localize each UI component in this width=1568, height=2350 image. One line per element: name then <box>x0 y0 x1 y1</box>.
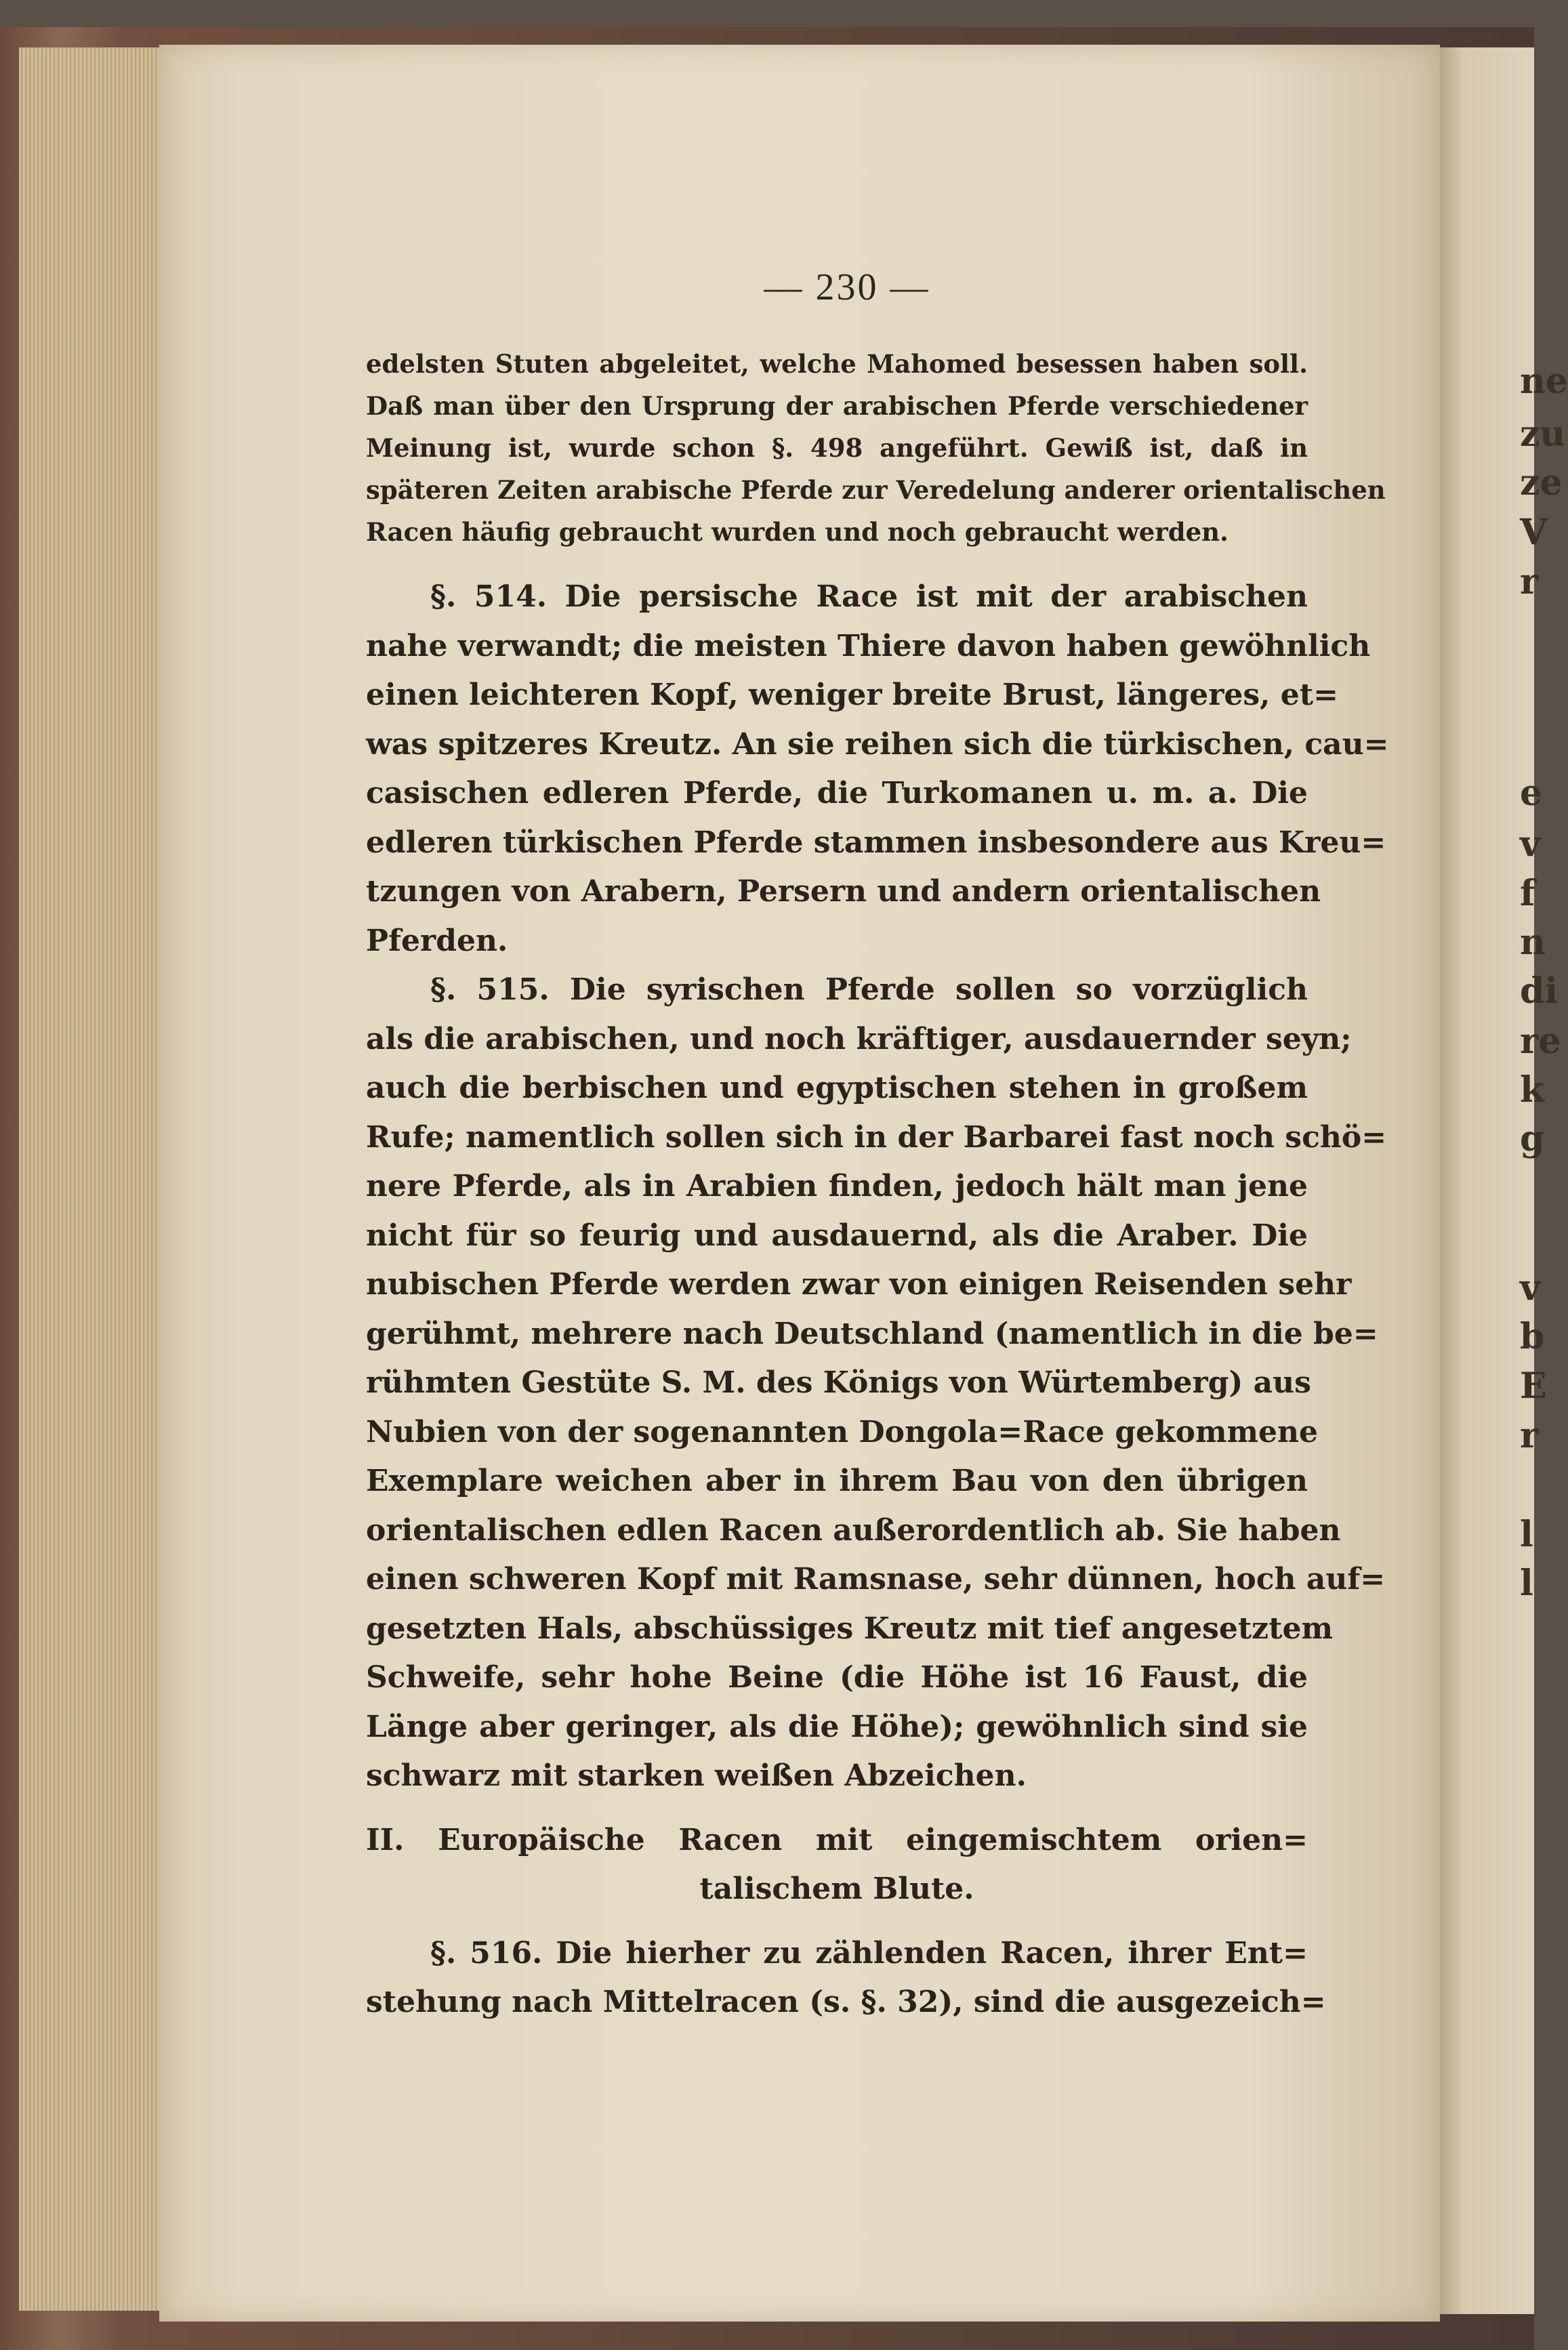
text-line: gerühmt, mehrere nach Deutschland (namentlich in die be= <box>366 1316 1378 1351</box>
adjacent-fragment: ne <box>1520 360 1568 402</box>
text-line: Länge aber geringer, als die Höhe); gewöhnlich sind sie <box>366 1709 1308 1744</box>
body-text <box>366 573 1389 2027</box>
text-line: nubischen Pferde werden zwar von einigen Reisenden sehr <box>366 1267 1352 1302</box>
text-line: tzungen von Arabern, Persern und andern orientalischen <box>366 874 1321 909</box>
text-line: edelsten Stuten abgeleitet, welche Mahomed besessen haben soll. <box>366 349 1308 379</box>
adjacent-fragment: ze <box>1520 462 1563 503</box>
text-line: späteren Zeiten arabische Pferde zur Veredelung anderer orientalischen <box>366 475 1386 505</box>
text-line: was spitzeres Kreutz. An sie reihen sich die türkischen, cau= <box>366 726 1389 762</box>
adjacent-fragment: n <box>1520 922 1546 963</box>
text-line: nere Pferde, als in Arabien finden, jedoch hält man jene <box>366 1169 1308 1203</box>
adjacent-fragment: e <box>1520 772 1543 814</box>
section-heading: II. Europäische Racen mit eingemischtem orien= <box>366 1822 1308 1857</box>
section-heading: talischem Blute. <box>699 1872 974 1906</box>
text-line: Nubien von der sogenannten Dongola=Race gekommene <box>366 1414 1319 1449</box>
text-line: nicht für so feurig und ausdauernd, als die Araber. Die <box>366 1218 1308 1253</box>
adjacent-fragment: b <box>1520 1316 1545 1357</box>
text-line: Daß man über den Ursprung der arabischen Pferde verschiedener <box>366 391 1308 421</box>
text-line: rühmten Gestüte S. M. des Königs von Würtemberg) aus <box>366 1365 1311 1400</box>
text-line: nahe verwandt; die meisten Thiere davon haben gewöhnlich <box>366 628 1371 663</box>
adjacent-fragment: f <box>1520 873 1535 914</box>
text-line: Rufe; namentlich sollen sich in der Barbarei fast noch schö= <box>366 1119 1387 1155</box>
text-line: casischen edleren Pferde, die Turkomanen u. m. a. Die <box>366 776 1308 810</box>
adjacent-fragment: di <box>1520 970 1559 1012</box>
text-line: §. 514. Die persische Race ist mit der arabischen <box>430 579 1308 614</box>
text-line: gesetzten Hals, abschüssiges Kreutz mit tief angesetztem <box>366 1611 1334 1646</box>
text-line: als die arabischen, und noch kräftiger, ausdauernder seyn; <box>366 1021 1352 1056</box>
text-line: §. 515. Die syrischen Pferde sollen so vorzüglich <box>430 972 1308 1007</box>
page-edges <box>19 47 166 2311</box>
text-line: schwarz mit starken weißen Abzeichen. <box>366 1758 1027 1793</box>
adjacent-fragment: zu <box>1520 413 1566 455</box>
adjacent-fragment: l <box>1520 1563 1533 1604</box>
adjacent-fragment: re <box>1520 1021 1561 1062</box>
text-line: §. 516. Die hierher zu zählenden Racen, ihrer Ent= <box>430 1935 1308 1971</box>
adjacent-fragment: g <box>1520 1118 1545 1159</box>
adjacent-page <box>1440 47 1568 2314</box>
adjacent-fragment: r <box>1520 561 1539 602</box>
text-line: edleren türkischen Pferde stammen insbesondere aus Kreu= <box>366 825 1386 860</box>
text-line: Exemplare weichen aber in ihrem Bau von den übrigen <box>366 1464 1308 1498</box>
text-line: einen schweren Kopf mit Ramsnase, sehr dünnen, hoch auf= <box>366 1562 1386 1596</box>
page-number: — 230 — <box>764 266 930 308</box>
text-line: auch die berbischen und egyptischen stehen in großem <box>366 1071 1308 1105</box>
text-line: orientalischen edlen Racen außerordentlich ab. Sie haben <box>366 1512 1341 1548</box>
text-line: Pferden. <box>366 923 508 958</box>
adjacent-fragment: k <box>1520 1069 1545 1111</box>
adjacent-fragment: l <box>1520 1514 1533 1555</box>
adjacent-fragment: V <box>1520 512 1548 553</box>
text-line: einen leichteren Kopf, weniger breite Brust, längeres, et= <box>366 678 1338 712</box>
text-line: Racen häufig gebraucht wurden und noch gebraucht werden. <box>366 517 1229 547</box>
adjacent-fragment: v <box>1520 823 1541 865</box>
adjacent-fragment: r <box>1520 1415 1539 1456</box>
adjacent-fragment: v <box>1520 1267 1541 1308</box>
adjacent-fragment: E <box>1520 1365 1547 1407</box>
text-line: stehung nach Mittelracen (s. §. 32), sind die ausgezeich= <box>366 1985 1326 2019</box>
text-line: Schweife, sehr hohe Beine (die Höhe ist 16 Faust, die <box>366 1660 1308 1695</box>
text-line: Meinung ist, wurde schon §. 498 angeführt. Gewiß ist, daß in <box>366 433 1308 463</box>
intro-paragraph <box>366 343 1386 553</box>
